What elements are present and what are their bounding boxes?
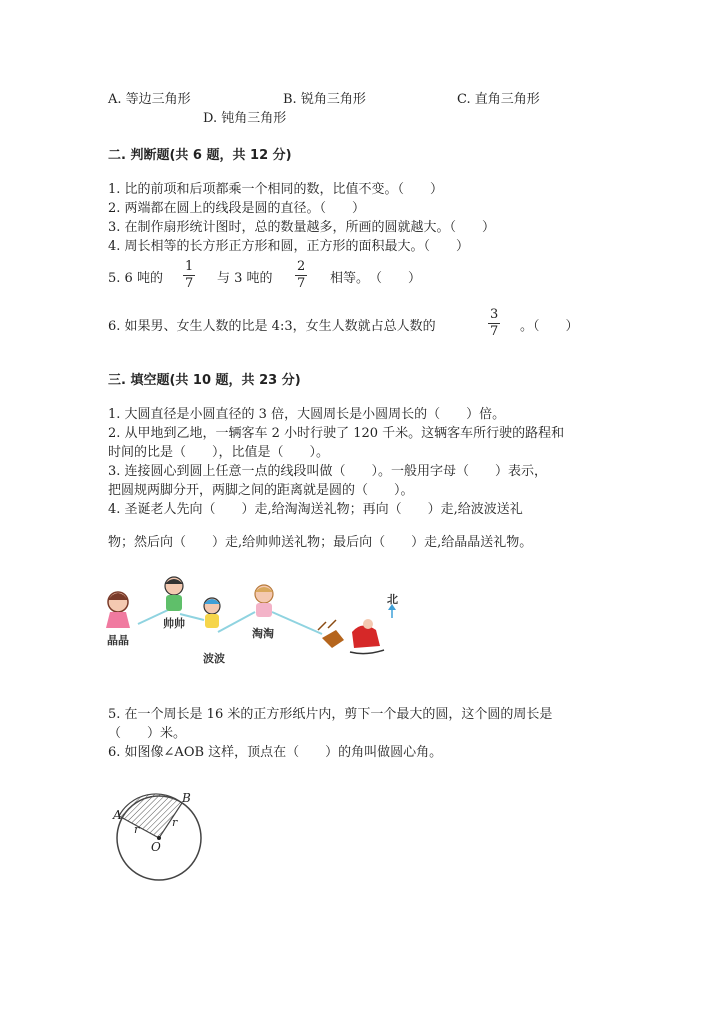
s3-question-2-line2: 时间的比是（ ），比值是（ ）。	[108, 445, 330, 460]
label-bobo: 波波	[203, 652, 225, 665]
path-line	[218, 612, 255, 632]
label-shuaishuai: 帅帅	[163, 617, 185, 630]
shuaishuai-figure	[165, 577, 183, 611]
s2-q5-fraction-2	[295, 259, 307, 292]
option-c: C. 直角三角形	[457, 92, 540, 107]
bobo-figure	[204, 598, 220, 628]
s2-q5-prefix: 5. 6 吨的	[108, 271, 163, 286]
fraction-numerator: 3	[490, 307, 499, 322]
s2-q6-fraction	[488, 307, 500, 340]
fraction-numerator: 2	[297, 259, 306, 274]
s2-q5-fraction-1	[183, 259, 195, 292]
label-radius-1: r	[134, 823, 140, 836]
s3-question-6: 6. 如图像∠AOB 这样，顶点在（ ）的角叫做圆心角。	[108, 745, 443, 760]
label-north: 北	[387, 593, 398, 606]
label-taotao: 淘淘	[252, 627, 274, 640]
s3-question-3-line2: 把圆规两脚分开，两脚之间的距离就是圆的（ ）。	[108, 483, 414, 498]
fraction-denominator: 7	[297, 276, 306, 291]
s2-question-1: 1. 比的前项和后项都乘一个相同的数，比值不变。（ ）	[108, 182, 444, 197]
option-b: B. 锐角三角形	[283, 92, 366, 107]
fraction-denominator: 7	[185, 276, 194, 291]
s3-question-4-line1: 4. 圣诞老人先向（ ）走,给淘淘送礼物；再向（ ）走,给波波送礼	[108, 502, 523, 517]
s2-question-3: 3. 在制作扇形统计图时，总的数量越多，所画的圆就越大。（ ）	[108, 220, 496, 235]
section2-title: 二. 判断题(共 6 题，共 12 分)	[108, 148, 292, 163]
section3-title: 三. 填空题(共 10 题，共 23 分)	[108, 373, 301, 388]
central-angle-figure	[104, 788, 224, 888]
s3-question-1: 1. 大圆直径是小圆直径的 3 倍，大圆周长是小圆周长的（ ）倍。	[108, 407, 506, 422]
santa-sleigh-icon	[318, 619, 384, 654]
s2-q5-mid: 与 3 吨的	[217, 271, 273, 286]
label-radius-2: r	[172, 816, 178, 829]
s3-question-2-line1: 2. 从甲地到乙地，一辆客车 2 小时行驶了 120 千米。这辆客车所行驶的路程和	[108, 426, 565, 441]
s2-q6-suffix: 。（ ）	[520, 319, 579, 334]
s3-question-5-line1: 5. 在一个周长是 16 米的正方形纸片内，剪下一个最大的圆，这个圆的周长是	[108, 707, 553, 722]
jingjing-figure	[106, 592, 130, 628]
label-jingjing: 晶晶	[107, 634, 129, 647]
s2-q5-suffix: 相等。 （ ）	[330, 271, 422, 286]
s3-question-3-line1: 3. 连接圆心到圆上任意一点的线段叫做（ ）。一般用字母（ ）表示，	[108, 464, 548, 479]
label-point-o: O	[151, 840, 161, 854]
fraction-numerator: 1	[185, 259, 194, 274]
taotao-figure	[255, 585, 273, 617]
s2-q6-prefix: 6. 如果男、女生人数的比是 4:3，女生人数就占总人数的	[108, 319, 436, 334]
label-point-a: A	[113, 808, 122, 822]
direction-map-figure	[100, 572, 420, 672]
s2-question-2: 2. 两端都在圆上的线段是圆的直径。（ ）	[108, 201, 366, 216]
fraction-denominator: 7	[490, 324, 499, 339]
s3-question-4-line2: 物；然后向（ ）走,给帅帅送礼物；最后向（ ）走,给晶晶送礼物。	[108, 535, 533, 550]
label-point-b: B	[182, 791, 191, 805]
option-d: D. 钝角三角形	[203, 111, 287, 126]
s3-question-5-line2: （ ）米。	[108, 726, 187, 741]
option-a: A. 等边三角形	[108, 92, 191, 107]
path-line	[272, 612, 322, 634]
s2-question-4: 4. 周长相等的长方形正方形和圆，正方形的面积最大。（ ）	[108, 239, 470, 254]
